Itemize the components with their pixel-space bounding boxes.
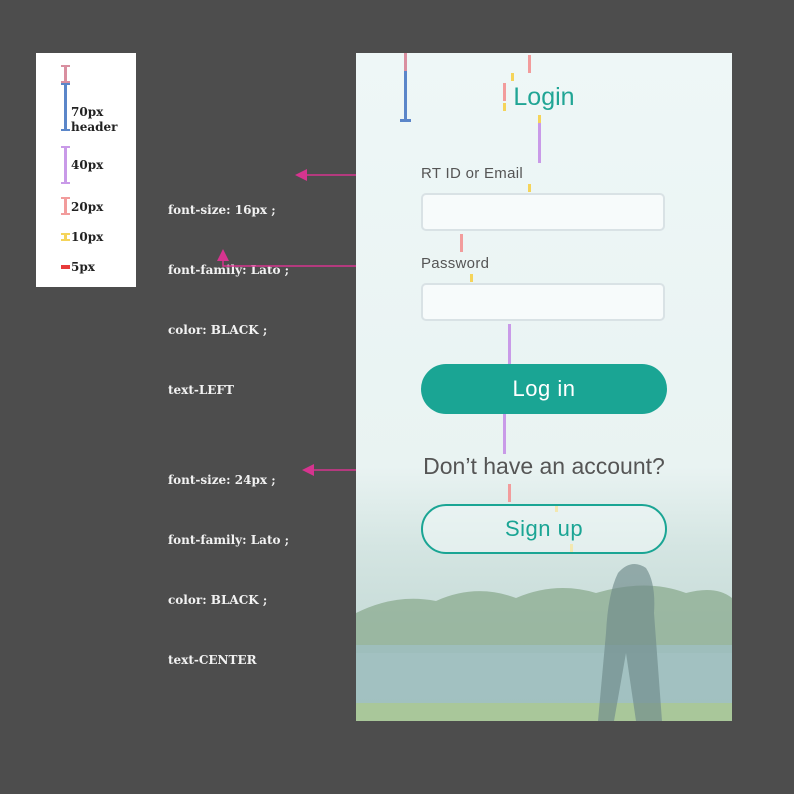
legend-label-20: 20px bbox=[71, 200, 104, 214]
marker-40-question bbox=[503, 414, 506, 454]
login-button[interactable]: Log in bbox=[421, 364, 667, 414]
legend-header-line1: 70px bbox=[71, 105, 104, 119]
marker-40-button bbox=[508, 324, 511, 364]
legend-label-10: 10px bbox=[71, 230, 104, 244]
label-spec-line1: font-size: 16px ; bbox=[168, 203, 276, 217]
label-spec-line2: font-family: Lato ; bbox=[168, 263, 290, 277]
marker-pw-10 bbox=[470, 274, 473, 282]
marker-header-cap bbox=[400, 119, 411, 122]
question-spec-line3: color: BLACK ; bbox=[168, 593, 268, 607]
question-spec-line1: font-size: 24px ; bbox=[168, 473, 276, 487]
signup-button[interactable]: Sign up bbox=[421, 504, 667, 554]
id-email-label: RT ID or Email bbox=[421, 165, 524, 182]
legend-label-5: 5px bbox=[71, 260, 95, 274]
mobile-screen bbox=[356, 53, 732, 721]
marker-title-10a bbox=[511, 73, 514, 81]
password-field[interactable] bbox=[421, 283, 665, 321]
label-spec-line3: color: BLACK ; bbox=[168, 323, 268, 337]
question-spec-line4: text-CENTER bbox=[168, 653, 257, 667]
marker-header-pink bbox=[404, 53, 407, 71]
marker-title-20 bbox=[528, 55, 531, 73]
label-spec-line4: text-LEFT bbox=[168, 383, 234, 397]
legend-header-line2: header bbox=[71, 120, 118, 134]
no-account-question: Don’t have an account? bbox=[423, 453, 665, 479]
page-title: Login bbox=[513, 83, 575, 111]
password-label: Password bbox=[421, 255, 490, 272]
marker-20-signup bbox=[508, 484, 511, 502]
marker-title-10c bbox=[538, 115, 541, 123]
id-email-field[interactable] bbox=[421, 193, 665, 231]
legend-label-40: 40px bbox=[71, 158, 104, 172]
question-spec-line2: font-family: Lato ; bbox=[168, 533, 290, 547]
marker-20-password bbox=[460, 234, 463, 252]
marker-40-label bbox=[538, 123, 541, 163]
marker-label-10 bbox=[528, 184, 531, 192]
